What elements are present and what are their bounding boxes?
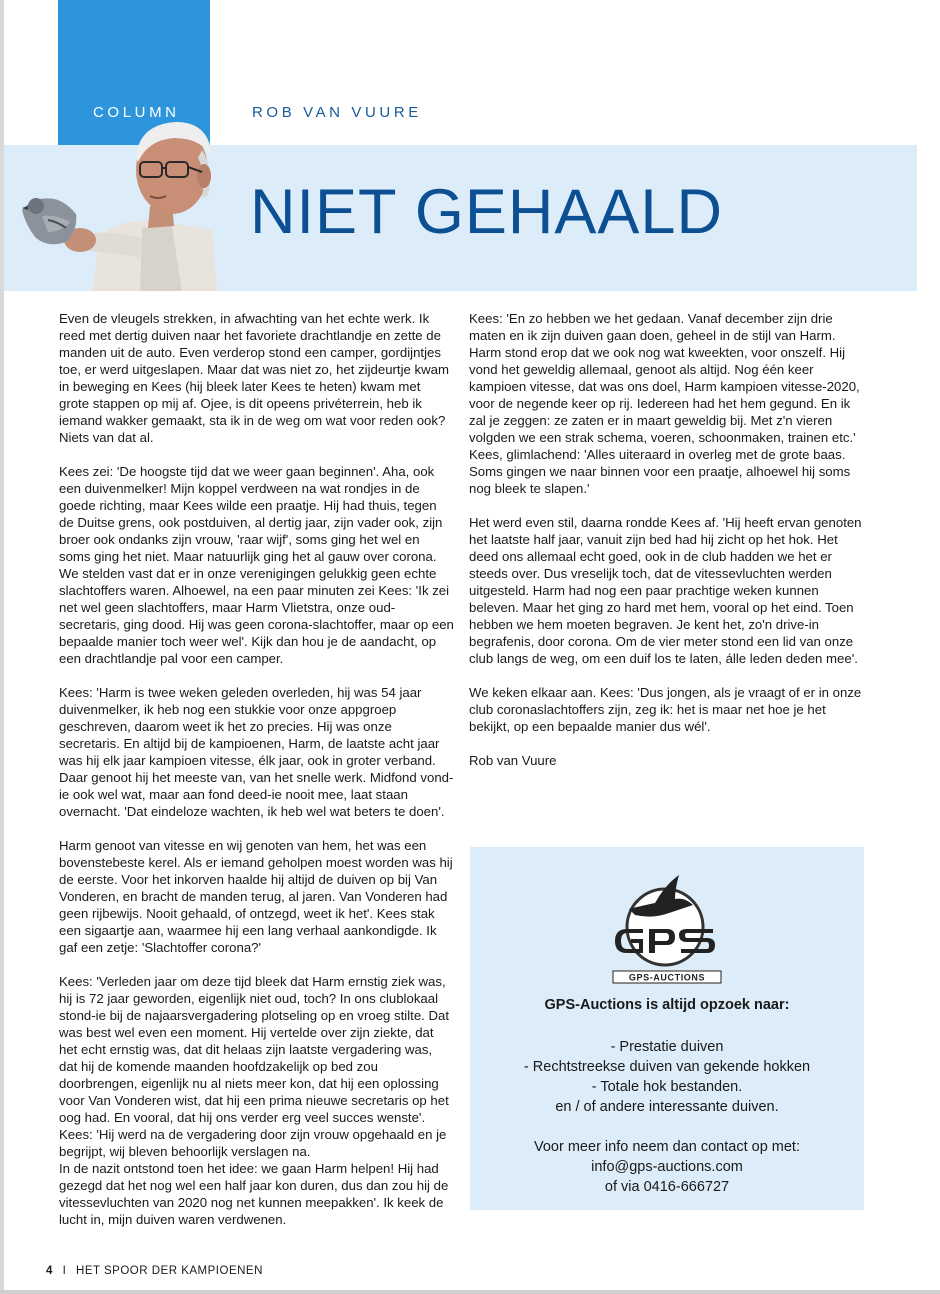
contact-email: info@gps-auctions.com <box>591 1159 743 1175</box>
paragraph: Even de vleugels strekken, in afwachting van het echte werk. Ik reed met dertig duiven naar het favoriete drachtlandje en zette de manden uit de auto. Even verderop stond een camper, gordijntjes toe, er werd uitgeslapen. Maar dat was niet zo, het zijdeurtje kwam in beweging en Kees (hij bleek later Kees te heten) kwam met grote stappen op mij af. Ojee, is dit opeens privéterrein, heb ik iemand wakker gemaakt, sta ik in de weg om wat voor reden ook? Niets van dat al. <box>59 311 449 445</box>
ad-list <box>470 1037 864 1117</box>
paragraph: We keken elkaar aan. Kees: 'Dus jongen, als je vraagt of er in onze club coronaslachtoffers zijn, zeg ik: het is maar net hoe je het bekijkt, op een bepaalde manier dus wél'. <box>469 685 862 734</box>
gps-auctions-advertisement <box>470 847 864 1210</box>
paragraph: Het werd even stil, daarna rondde Kees af. 'Hij heeft ervan genoten het laatste half jaar, vanuit zijn bed had hij zicht op het hok. Het deed ons allemaal echt goed, ook in de club hadden we het er steeds over. Dus vreselijk toch, dat de vitessevluchten werden uitgesteld. Harm had nog een paar prachtige weken kunnen beleven. Maar het ging zo hard met hem, vooral op het eind. Toen hebben we hem moeten begraven. Je kent het, zo'n drive-in begrafenis, door corona. Om de vier meter stond een lid van onze club langs de weg, om een duif los te laten, álle leden deden mee'. <box>469 515 862 666</box>
ad-headline: GPS-Auctions is altijd opzoek naar: <box>544 997 790 1013</box>
list-item: en / of andere interessante duiven. <box>555 1099 779 1115</box>
article-column-right <box>469 310 869 786</box>
paragraph: Kees: 'En zo hebben we het gedaan. Vanaf december zijn drie maten en ik zijn duiven gaan doen, geheel in de stijl van Harm. Harm stond erop dat we ook nog wat kweekten, voor onszelf. Hij vond het geweldig allemaal, genoot als altijd. Nog één keer kampioen vitesse, dat was ons doel, Harm kampioen vitesse-2020, voor de negende keer op rij. Iedereen had het hem gegund. En ik zal je zeggen: ze zaten er in maart geweldig bij. Met z'n vieren volgden we een strak schema, voeren, schoonmaken, trainen etc.' Kees, glimlachend: 'Alles uiteraard in overleg met de grote baas. Soms gingen we naar binnen voor een praatje, alhoewel hij soms nog bleek te slapen.' <box>469 311 860 496</box>
page-edge-bottom <box>0 1290 940 1294</box>
column-label: COLUMN <box>93 104 180 121</box>
list-item: - Totale hok bestanden. <box>591 1079 743 1095</box>
ad-contact <box>470 1137 864 1197</box>
list-item: - Rechtstreekse duiven van gekende hokken <box>523 1059 811 1075</box>
paragraph: Harm genoot van vitesse en wij genoten van hem, het was een bovenstebeste kerel. Als er iemand geholpen moest worden was hij de eerste. Voor het inkorven haalde hij altijd de duiven op bij Van Vonderen, en bracht de manden terug, al jaren. Van Vonderen had geen rijbewijs. Nooit gehaald, of ontzegd, weet ik het'. Kees stak een sigaartje aan, waarmee hij een lang verhaal aankondigde. Ik gaf een zetje: 'Slachtoffer corona?' <box>59 838 453 955</box>
gps-auctions-logo <box>609 869 725 985</box>
paragraph: In de nazit ontstond toen het idee: we gaan Harm helpen! Hij had gezegd dat het nog wel een half jaar kon duren, dus dan zou hij de vitessevluchten van 2020 nog net kunnen meepakken'. Ik keek de lucht in, mijn duiven waren verdwenen. <box>59 1161 449 1227</box>
paragraph: Kees: 'Hij werd na de vergadering door zijn vrouw opgehaald en je begrijpt, wij bleven behoorlijk verslagen na. <box>59 1127 447 1159</box>
paragraph: Kees: 'Verleden jaar om deze tijd bleek dat Harm ernstig ziek was, hij is 72 jaar geworden, eigenlijk niet oud, toch? In ons clublokaal stond-ie bij de najaarsvergadering plotseling op en vroeg stilte. Dat was best wel even een moment. Hij vertelde over zijn ziekte, dat het echt ernstig was, dat dit helaas zijn laatste vergadering was, dat hij de komende maanden hoofdzakelijk op bed zou doorbrengen, eigenlijk nu al niets meer kon, dat hij een oplossing voor Van Vonderen wist, dat hij een prima nieuwe secretaris op het oog had. En vooral, dat hij ons verder erg veel succes wenste'. <box>59 974 449 1125</box>
page-number: 4 <box>46 1265 53 1277</box>
contact-phone: of via 0416-666727 <box>604 1179 730 1195</box>
paragraph: Kees: 'Harm is twee weken geleden overleden, hij was 54 jaar duivenmelker, ik heb nog een stukkie voor onze appgroep geschreven, daarom weet ik het zo precies. Hij was onze secretaris. En altijd bij de kampioenen, Harm, de laatste acht jaar was hij elk jaar kampioen vitesse, élk jaar, ook in groter verband. Daar genoot hij het meeste van, van het snelle werk. Midfond vond-ie ook wel wat, maar aan fond deed-ie nooit mee, laat staan overnacht. 'Dat eindeloze wachten, ik heb wel wat beters te doen'. <box>59 685 454 819</box>
paragraph: Kees zei: 'De hoogste tijd dat we weer gaan beginnen'. Aha, ook een duivenmelker! Mijn koppel verdween na wat rondjes in de goede richting, maar Kees wilde een praatje. Hij had thuis, tegen de Duitse grens, ook postduiven, al dertig jaar, zijn vader ook, zijn broer ook ondanks zijn vrouw, 'raar wijf', soms ging het wel en soms ging het niet. Maar natuurlijk ging het al gauw over corona. We stelden vast dat er in onze verenigingen gelukkig geen echte slachtoffers waren. Alhoewel, na een paar minuten zei Kees: 'Ik zei net wel geen slachtoffers, maar Harm Vlietstra, onze oud-secretaris, ging dood. Hij was geen corona-slachtoffer, maar op een bepaalde manier toch weer wel'. Kijk dan hou je de aandacht, op een drachtlandje pal voor een camper. <box>59 464 454 666</box>
article-title: NIET GEHAALD <box>250 177 723 247</box>
author-signature: Rob van Vuure <box>469 753 557 768</box>
svg-text:GPS-AUCTIONS: GPS-AUCTIONS <box>628 972 706 983</box>
publication-name: HET SPOOR DER KAMPIOENEN <box>76 1265 263 1277</box>
article-column-left <box>59 310 454 1228</box>
author-label: ROB VAN VUURE <box>252 104 422 121</box>
contact-line: Voor meer info neem dan contact op met: <box>534 1139 800 1155</box>
page-footer <box>46 1265 263 1277</box>
footer-separator: I <box>62 1265 67 1277</box>
author-photo <box>22 118 217 291</box>
list-item: - Prestatie duiven <box>610 1039 724 1055</box>
